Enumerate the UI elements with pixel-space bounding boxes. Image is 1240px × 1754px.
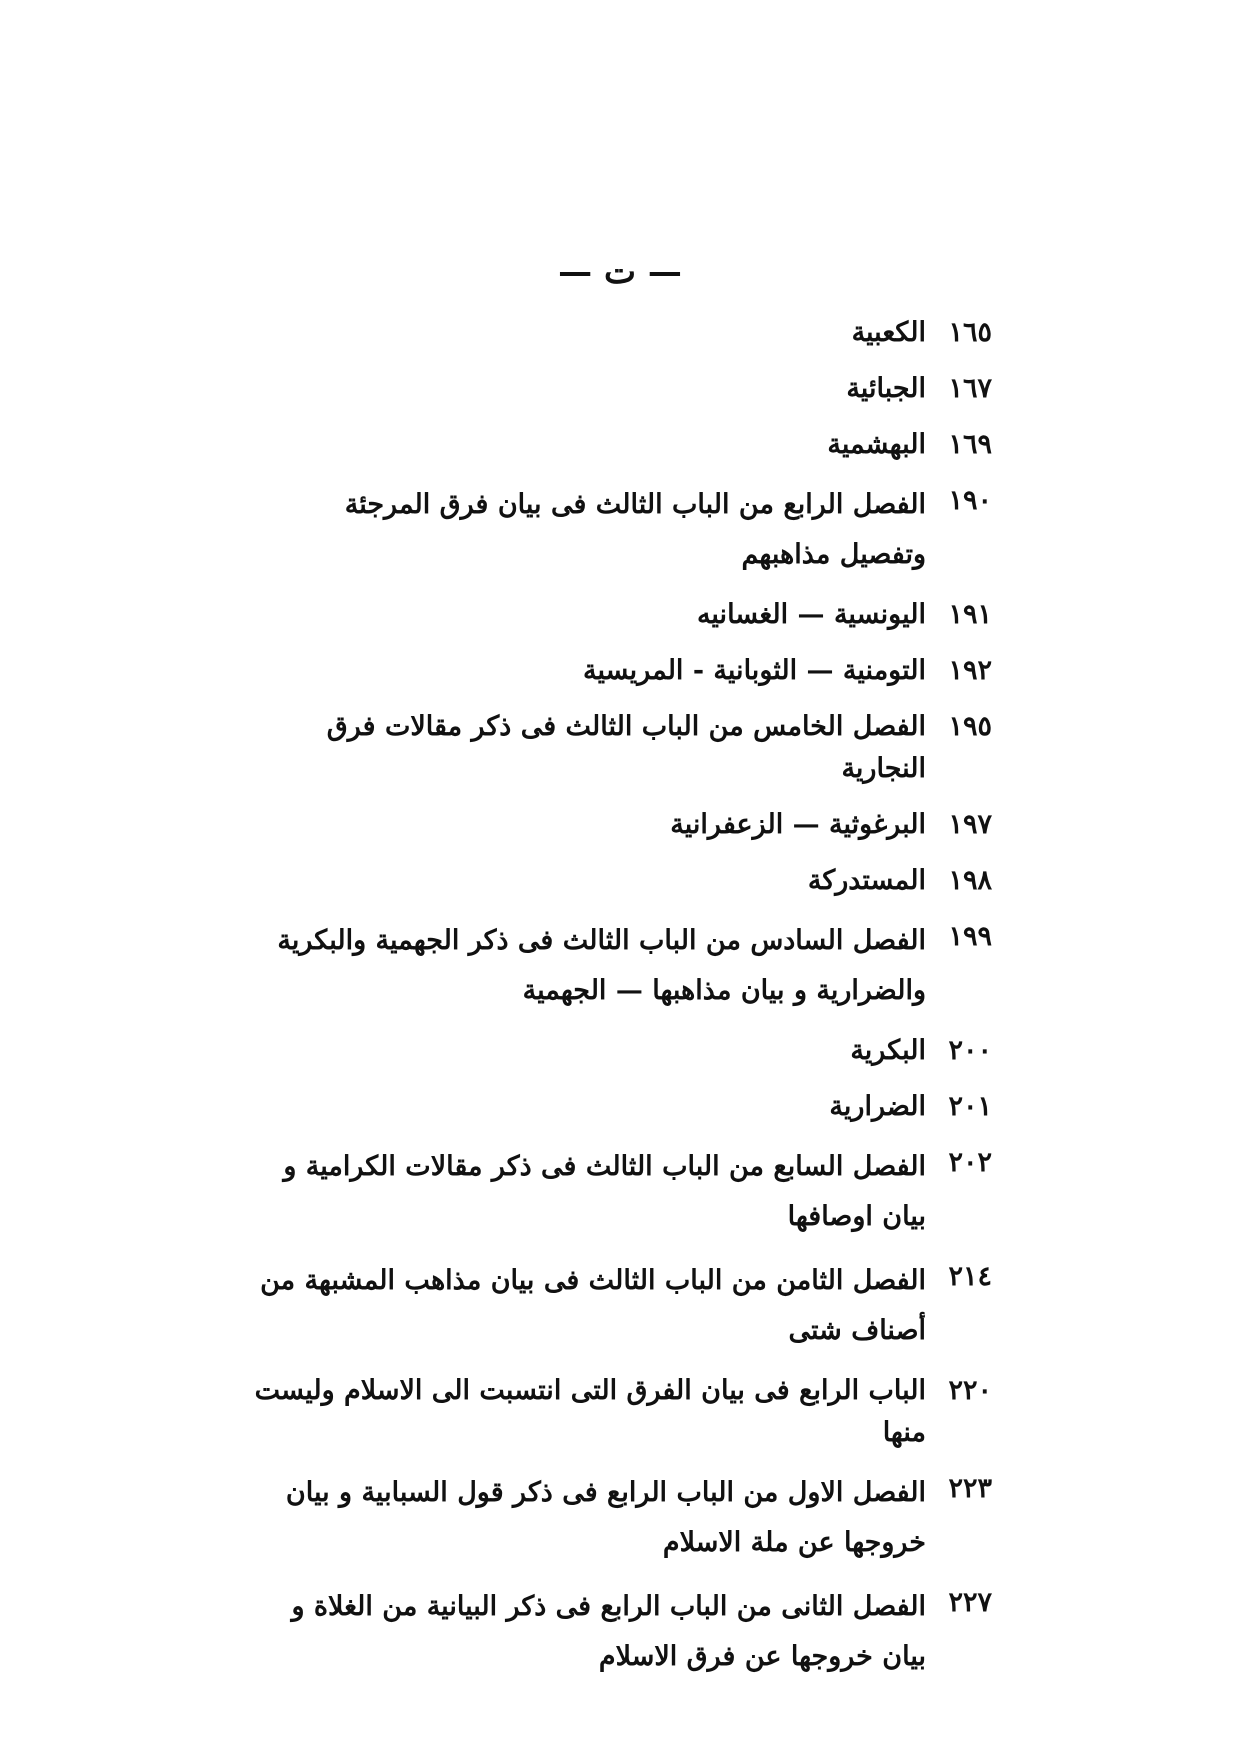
entry-title: الفصل الخامس من الباب الثالث فى ذكر مقالات فرق النجارية: [326, 711, 926, 784]
entry-title: البهشمية: [827, 429, 926, 460]
toc-entry: [252, 1030, 992, 1072]
toc-entry: [252, 860, 992, 902]
page-number: ١٦٥: [948, 317, 992, 348]
toc-entry: [252, 1256, 992, 1356]
entry-title: الضرارية: [829, 1091, 926, 1122]
page-number: ٢٠٠: [948, 1035, 992, 1066]
toc-entry: [252, 1370, 992, 1454]
toc-entry: [252, 1582, 992, 1682]
toc-entry: [252, 368, 992, 410]
entry-title: الباب الرابع فى بيان الفرق التى انتسبت الى الاسلام وليست منها: [254, 1375, 926, 1448]
toc-entry: [252, 1142, 992, 1242]
entry-title: الجبائية: [846, 373, 926, 404]
entry-title: الفصل الثانى من الباب الرابع فى ذكر البيانية من الغلاة و بيان خروجها عن فرق الاسلام: [291, 1591, 926, 1672]
page-number: ٢٢٧: [948, 1587, 992, 1618]
page-number: ١٩٨: [948, 865, 992, 896]
toc-entry: [252, 1468, 992, 1568]
entry-title: البرغوثية — الزعفرانية: [670, 809, 926, 840]
toc-entry: [252, 594, 992, 636]
page-number: ١٩٥: [948, 711, 992, 742]
toc-entry: [252, 650, 992, 692]
page-number: ٢٠٢: [948, 1147, 992, 1178]
entry-title: البكرية: [850, 1035, 926, 1066]
entry-title: الفصل الرابع من الباب الثالث فى بيان فرق المرجئة وتفصيل مذاهبهم: [344, 489, 926, 570]
entry-title: الكعبية: [851, 317, 926, 348]
toc-entry: [252, 804, 992, 846]
toc-entry: [252, 424, 992, 466]
table-of-contents: [252, 312, 992, 1696]
page-number: ١٩٢: [948, 655, 992, 686]
entry-title: الفصل السابع من الباب الثالث فى ذكر مقالات الكرامية و بيان اوصافها: [283, 1151, 926, 1232]
page-number: ١٩١: [948, 599, 992, 630]
page-number: ٢٠١: [948, 1091, 992, 1122]
page-number: ٢١٤: [948, 1261, 992, 1292]
entry-title: الفصل السادس من الباب الثالث فى ذكر الجهمية والبكرية والضرارية و بيان مذاهبها — الجهمية: [277, 925, 926, 1006]
toc-entry: [252, 706, 992, 790]
toc-entry: [252, 1086, 992, 1128]
toc-entry: [252, 916, 992, 1016]
page-number: ٢٢٠: [948, 1375, 992, 1406]
page-number: ١٦٧: [948, 373, 992, 404]
page-header: — ت —: [558, 252, 682, 292]
toc-entry: [252, 480, 992, 580]
toc-entry: [252, 312, 992, 354]
entry-title: الفصل الثامن من الباب الثالث فى بيان مذاهب المشبهة من أصناف شتى: [260, 1265, 926, 1346]
entry-title: اليونسية — الغسانيه: [696, 599, 926, 630]
page-number: ١٩٩: [948, 921, 992, 952]
entry-title: التومنية — الثوبانية - المريسية: [582, 655, 926, 686]
entry-title: المستدركة: [807, 865, 926, 896]
page-number: ٢٢٣: [948, 1473, 992, 1504]
entry-title: الفصل الاول من الباب الرابع فى ذكر قول السبابية و بيان خروجها عن ملة الاسلام: [285, 1477, 926, 1558]
page-number: ١٩٠: [948, 485, 992, 516]
page-number: ١٩٧: [948, 809, 992, 840]
page-number: ١٦٩: [948, 429, 992, 460]
